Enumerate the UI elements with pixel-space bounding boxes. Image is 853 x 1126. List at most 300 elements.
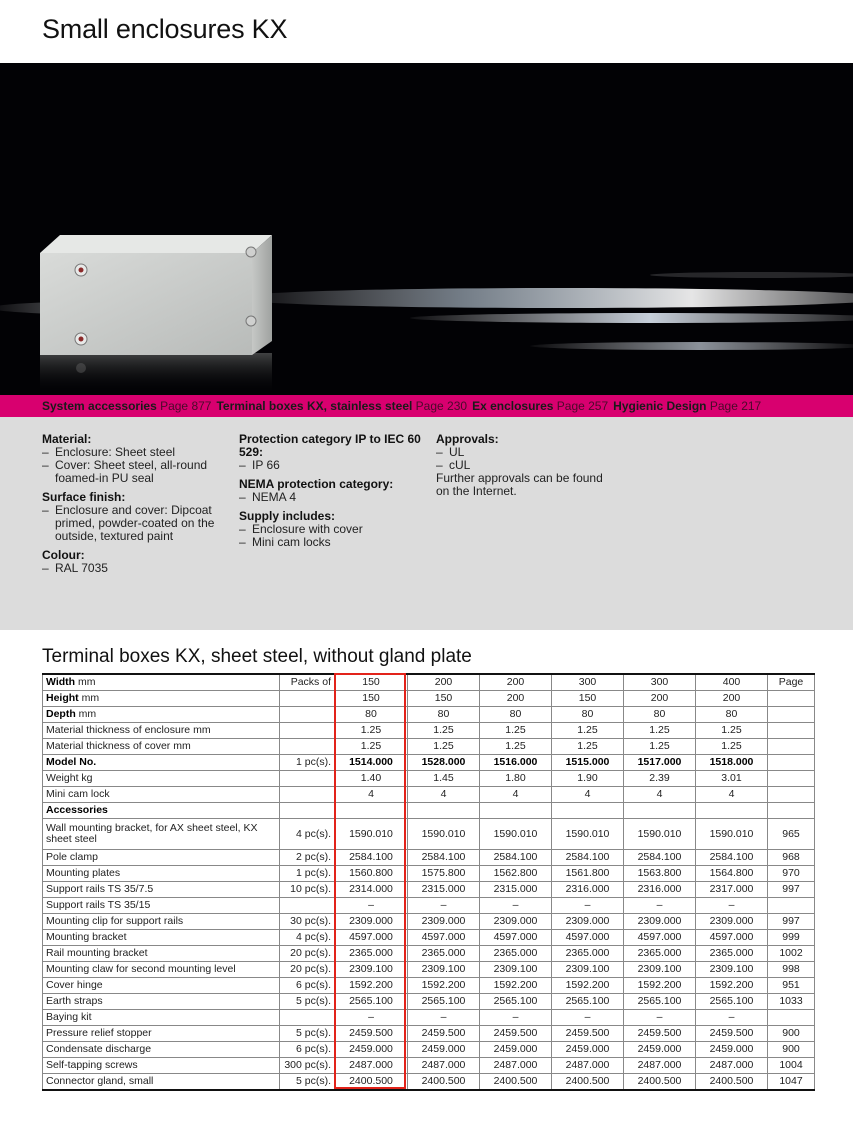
- page-cell: [768, 691, 815, 707]
- table-row: [43, 930, 815, 946]
- row-label-text: Material thickness of enclosure mm: [46, 724, 211, 736]
- packs-cell: 5 pc(s).: [280, 1026, 335, 1042]
- table-row: [43, 914, 815, 930]
- row-label: [43, 755, 280, 771]
- packs-cell: 4 pc(s).: [280, 930, 335, 946]
- value-cell: 2565.100: [480, 994, 552, 1010]
- approvals-heading: Approvals:: [436, 432, 499, 446]
- value-cell: 2459.000: [696, 1042, 768, 1058]
- table-title: Terminal boxes KX, sheet steel, without gland plate: [42, 646, 472, 667]
- value-cell: 3.01: [696, 771, 768, 787]
- value-cell: 2365.000: [408, 946, 480, 962]
- table-row: [43, 771, 815, 787]
- packs-cell: 20 pc(s).: [280, 962, 335, 978]
- row-label: [43, 1058, 280, 1074]
- value-cell: 80: [480, 707, 552, 723]
- row-label-text: Pressure relief stopper: [46, 1027, 152, 1039]
- table-row: [43, 1026, 815, 1042]
- cross-reference-label: Ex enclosures: [472, 399, 554, 413]
- approvals-list: [436, 446, 616, 472]
- value-cell: 2459.000: [408, 1042, 480, 1058]
- value-cell: 4: [408, 787, 480, 803]
- value-cell: 2400.500: [552, 1074, 624, 1091]
- row-label: [43, 914, 280, 930]
- row-label: [43, 898, 280, 914]
- value-cell: 4: [480, 787, 552, 803]
- cross-reference-label: Terminal boxes KX, stainless steel: [216, 399, 413, 413]
- row-label-text: Condensate discharge: [46, 1043, 152, 1055]
- value-cell: 150: [552, 691, 624, 707]
- value-cell: 1563.800: [624, 866, 696, 882]
- value-cell: 2459.500: [552, 1026, 624, 1042]
- page-cell: 1033: [768, 994, 815, 1010]
- value-cell: 200: [480, 691, 552, 707]
- cross-reference-link[interactable]: [42, 399, 211, 413]
- info-column-approvals: [436, 433, 616, 498]
- value-cell: [696, 803, 768, 819]
- value-cell: –: [552, 898, 624, 914]
- packs-cell: 30 pc(s).: [280, 914, 335, 930]
- value-cell: 2309.100: [696, 962, 768, 978]
- page-cell: 1047: [768, 1074, 815, 1091]
- value-cell: 150: [335, 674, 408, 691]
- value-cell: 2316.000: [624, 882, 696, 898]
- value-cell: 1590.010: [480, 819, 552, 850]
- value-cell: 2459.500: [624, 1026, 696, 1042]
- list-item: – IP 66: [239, 459, 429, 472]
- value-cell: 2487.000: [552, 1058, 624, 1074]
- page-cell: 999: [768, 930, 815, 946]
- value-cell: 2400.500: [696, 1074, 768, 1091]
- value-cell: 2487.000: [624, 1058, 696, 1074]
- value-cell: 4: [552, 787, 624, 803]
- cross-reference-link[interactable]: [472, 399, 608, 413]
- value-cell: 1560.800: [335, 866, 408, 882]
- list-item: – Cover: Sheet steel, all-round foamed-in PU seal: [42, 459, 227, 485]
- row-label-bold: Height: [46, 692, 79, 704]
- value-cell: 2565.100: [624, 994, 696, 1010]
- value-cell: 400: [696, 674, 768, 691]
- value-cell: 1561.800: [552, 866, 624, 882]
- value-cell: [335, 803, 408, 819]
- value-cell: 1.25: [480, 739, 552, 755]
- row-unit: mm: [75, 676, 96, 688]
- cross-reference-bar: [0, 395, 853, 417]
- supply-heading: Supply includes:: [239, 509, 336, 523]
- value-cell: 1562.800: [480, 866, 552, 882]
- value-cell: 2309.100: [552, 962, 624, 978]
- value-cell: 150: [335, 691, 408, 707]
- value-cell: –: [696, 1010, 768, 1026]
- row-label: [43, 803, 280, 819]
- value-cell: 80: [552, 707, 624, 723]
- value-cell: –: [480, 898, 552, 914]
- value-cell: 1.25: [335, 739, 408, 755]
- packs-cell: 6 pc(s).: [280, 1042, 335, 1058]
- value-cell: 2565.100: [552, 994, 624, 1010]
- page-cell: 968: [768, 850, 815, 866]
- row-label-text: Pole clamp: [46, 851, 98, 863]
- row-label: [43, 946, 280, 962]
- row-label-text: Cover hinge: [46, 979, 103, 991]
- row-label-bold: Model No.: [46, 756, 97, 768]
- cross-reference-link[interactable]: [216, 399, 467, 413]
- row-label: [43, 707, 280, 723]
- value-cell: 1.25: [624, 739, 696, 755]
- row-label: [43, 771, 280, 787]
- packs-cell: 2 pc(s).: [280, 850, 335, 866]
- row-unit: mm: [78, 692, 100, 704]
- row-label-text: Support rails TS 35/7.5: [46, 883, 154, 895]
- packs-cell: Packs of: [280, 674, 335, 691]
- page-cell: 965: [768, 819, 815, 850]
- value-cell: 2584.100: [552, 850, 624, 866]
- value-cell: 1515.000: [552, 755, 624, 771]
- value-cell: 2400.500: [480, 1074, 552, 1091]
- value-cell: 2309.100: [624, 962, 696, 978]
- value-cell: 1.45: [408, 771, 480, 787]
- row-unit: kg: [78, 772, 93, 784]
- row-label-text: Support rails TS 35/15: [46, 899, 151, 911]
- row-unit: mm: [75, 708, 97, 720]
- packs-cell: [280, 898, 335, 914]
- value-cell: –: [624, 1010, 696, 1026]
- value-cell: 80: [408, 707, 480, 723]
- colour-heading: Colour:: [42, 548, 85, 562]
- value-cell: 1.80: [480, 771, 552, 787]
- material-list: [42, 446, 227, 485]
- row-label-text: Baying kit: [46, 1011, 92, 1023]
- ip-list: [239, 459, 429, 472]
- value-cell: 1590.010: [552, 819, 624, 850]
- value-cell: 2584.100: [696, 850, 768, 866]
- row-label: [43, 723, 280, 739]
- row-label: [43, 866, 280, 882]
- row-label-text: Material thickness of cover mm: [46, 740, 191, 752]
- value-cell: 80: [335, 707, 408, 723]
- page-cell: 1002: [768, 946, 815, 962]
- surface-heading: Surface finish:: [42, 490, 126, 504]
- row-label-text: Mounting clip for support rails: [46, 915, 184, 927]
- table-row: [43, 674, 815, 691]
- page-title: Small enclosures KX: [42, 14, 288, 44]
- table-row: [43, 962, 815, 978]
- list-item: – RAL 7035: [42, 562, 227, 575]
- table-row: [43, 803, 815, 819]
- value-cell: 1592.200: [335, 978, 408, 994]
- packs-cell: [280, 739, 335, 755]
- row-label: [43, 819, 280, 850]
- value-cell: 2309.100: [408, 962, 480, 978]
- row-label-text: Mounting bracket: [46, 931, 127, 943]
- value-cell: 4: [696, 787, 768, 803]
- approvals-note: Further approvals can be found on the Internet.: [436, 471, 603, 498]
- value-cell: 80: [624, 707, 696, 723]
- value-cell: 1.25: [408, 723, 480, 739]
- value-cell: [624, 803, 696, 819]
- page-cell: [768, 787, 815, 803]
- value-cell: 2309.000: [335, 914, 408, 930]
- page-cell: [768, 1010, 815, 1026]
- value-cell: 1.25: [480, 723, 552, 739]
- page-cell: 1004: [768, 1058, 815, 1074]
- page-cell: 951: [768, 978, 815, 994]
- packs-cell: [280, 787, 335, 803]
- value-cell: 2309.100: [335, 962, 408, 978]
- table-row: [43, 819, 815, 850]
- value-cell: –: [408, 1010, 480, 1026]
- value-cell: 2365.000: [552, 946, 624, 962]
- value-cell: 4597.000: [408, 930, 480, 946]
- packs-cell: 300 pc(s).: [280, 1058, 335, 1074]
- row-label: [43, 850, 280, 866]
- spec-table: [42, 673, 815, 1091]
- packs-cell: 10 pc(s).: [280, 882, 335, 898]
- table-row: [43, 723, 815, 739]
- product-photo: [0, 63, 853, 395]
- value-cell: 2365.000: [624, 946, 696, 962]
- value-cell: [480, 803, 552, 819]
- packs-cell: [280, 1010, 335, 1026]
- value-cell: 2317.000: [696, 882, 768, 898]
- value-cell: 2316.000: [552, 882, 624, 898]
- list-item: – Enclosure: Sheet steel: [42, 446, 227, 459]
- page-cell: [768, 898, 815, 914]
- value-cell: 2365.000: [480, 946, 552, 962]
- nema-heading: NEMA protection category:: [239, 477, 394, 491]
- value-cell: 2459.500: [335, 1026, 408, 1042]
- nema-list: [239, 491, 429, 504]
- packs-cell: 20 pc(s).: [280, 946, 335, 962]
- packs-cell: [280, 691, 335, 707]
- value-cell: 1592.200: [480, 978, 552, 994]
- packs-cell: [280, 707, 335, 723]
- value-cell: 2400.500: [624, 1074, 696, 1091]
- surface-list: [42, 504, 227, 543]
- row-label: [43, 978, 280, 994]
- packs-cell: 6 pc(s).: [280, 978, 335, 994]
- cross-reference-link[interactable]: [613, 399, 761, 413]
- value-cell: 2584.100: [408, 850, 480, 866]
- page-cell: 900: [768, 1042, 815, 1058]
- table-row: [43, 1042, 815, 1058]
- table-row: [43, 898, 815, 914]
- value-cell: 2459.000: [624, 1042, 696, 1058]
- packs-cell: 5 pc(s).: [280, 1074, 335, 1091]
- row-label: [43, 1010, 280, 1026]
- table-row: [43, 946, 815, 962]
- list-item: – UL: [436, 446, 616, 459]
- value-cell: 200: [624, 691, 696, 707]
- value-cell: 1514.000: [335, 755, 408, 771]
- row-label: [43, 1042, 280, 1058]
- row-label-text: Mini cam lock: [46, 788, 110, 800]
- value-cell: 2309.000: [696, 914, 768, 930]
- page-cell: 970: [768, 866, 815, 882]
- list-item: – Enclosure with cover: [239, 523, 429, 536]
- row-label: [43, 994, 280, 1010]
- value-cell: –: [408, 898, 480, 914]
- row-label-text: Self-tapping screws: [46, 1059, 138, 1071]
- value-cell: –: [552, 1010, 624, 1026]
- value-cell: 2309.000: [480, 914, 552, 930]
- packs-cell: 1 pc(s).: [280, 866, 335, 882]
- value-cell: 1.90: [552, 771, 624, 787]
- value-cell: 2459.000: [480, 1042, 552, 1058]
- cross-reference-label: Hygienic Design: [613, 399, 707, 413]
- page-cell: [768, 803, 815, 819]
- page-cell: 997: [768, 882, 815, 898]
- row-label-bold: Depth: [46, 708, 76, 720]
- value-cell: –: [624, 898, 696, 914]
- list-item: – Mini cam locks: [239, 536, 429, 549]
- row-label: [43, 882, 280, 898]
- value-cell: 1575.800: [408, 866, 480, 882]
- table-row: [43, 978, 815, 994]
- table-row: [43, 1010, 815, 1026]
- value-cell: 2365.000: [335, 946, 408, 962]
- value-cell: 4597.000: [335, 930, 408, 946]
- value-cell: 300: [624, 674, 696, 691]
- value-cell: 2459.500: [408, 1026, 480, 1042]
- value-cell: 4597.000: [480, 930, 552, 946]
- colour-list: [42, 562, 227, 575]
- table-row: [43, 707, 815, 723]
- value-cell: 2309.000: [624, 914, 696, 930]
- value-cell: 1.25: [552, 723, 624, 739]
- list-item: – Enclosure and cover: Dipcoat primed, powder-coated on the outside, textured paint: [42, 504, 227, 543]
- value-cell: 4597.000: [552, 930, 624, 946]
- value-cell: 2309.000: [408, 914, 480, 930]
- table-row: [43, 787, 815, 803]
- row-label: [43, 930, 280, 946]
- value-cell: –: [335, 1010, 408, 1026]
- value-cell: 1516.000: [480, 755, 552, 771]
- table-row: [43, 739, 815, 755]
- value-cell: 2309.000: [552, 914, 624, 930]
- value-cell: 2459.500: [696, 1026, 768, 1042]
- value-cell: 300: [552, 674, 624, 691]
- value-cell: 2459.000: [335, 1042, 408, 1058]
- value-cell: 2487.000: [696, 1058, 768, 1074]
- value-cell: 200: [480, 674, 552, 691]
- page-cell: [768, 723, 815, 739]
- list-item: – NEMA 4: [239, 491, 429, 504]
- value-cell: 1592.200: [552, 978, 624, 994]
- value-cell: 1528.000: [408, 755, 480, 771]
- value-cell: 1592.200: [696, 978, 768, 994]
- value-cell: 1.25: [624, 723, 696, 739]
- value-cell: 2487.000: [335, 1058, 408, 1074]
- row-label: [43, 691, 280, 707]
- row-label-text: Connector gland, small: [46, 1075, 154, 1087]
- value-cell: 2565.100: [696, 994, 768, 1010]
- value-cell: 2459.500: [480, 1026, 552, 1042]
- value-cell: 1590.010: [696, 819, 768, 850]
- value-cell: 1.25: [696, 739, 768, 755]
- cross-reference-page: Page 217: [706, 399, 762, 413]
- ip-heading: Protection category IP to IEC 60 529:: [239, 432, 421, 459]
- value-cell: 4597.000: [624, 930, 696, 946]
- row-label: [43, 739, 280, 755]
- packs-cell: [280, 803, 335, 819]
- value-cell: 2400.500: [335, 1074, 408, 1091]
- packs-cell: 4 pc(s).: [280, 819, 335, 850]
- value-cell: 1.25: [335, 723, 408, 739]
- packs-cell: [280, 771, 335, 787]
- value-cell: –: [696, 898, 768, 914]
- row-label: [43, 962, 280, 978]
- value-cell: 2365.000: [696, 946, 768, 962]
- row-label: [43, 787, 280, 803]
- row-label-text: Weight: [46, 772, 79, 784]
- value-cell: 1590.010: [624, 819, 696, 850]
- value-cell: 1590.010: [408, 819, 480, 850]
- row-label-text: Mounting claw for second mounting level: [46, 963, 236, 975]
- info-column-protection: [239, 433, 429, 549]
- page-cell: [768, 739, 815, 755]
- material-heading: Material:: [42, 432, 92, 446]
- table-row: [43, 1058, 815, 1074]
- table-row: [43, 691, 815, 707]
- row-label: [43, 1026, 280, 1042]
- row-label-text: Rail mounting bracket: [46, 947, 148, 959]
- table-row: [43, 866, 815, 882]
- page-cell: 997: [768, 914, 815, 930]
- value-cell: 2487.000: [480, 1058, 552, 1074]
- value-cell: 80: [696, 707, 768, 723]
- page-cell: [768, 707, 815, 723]
- value-cell: [408, 803, 480, 819]
- value-cell: 200: [408, 674, 480, 691]
- page-cell: 900: [768, 1026, 815, 1042]
- value-cell: 2584.100: [624, 850, 696, 866]
- value-cell: 2315.000: [408, 882, 480, 898]
- info-panel: [0, 417, 853, 630]
- value-cell: 200: [696, 691, 768, 707]
- row-label-text: Earth straps: [46, 995, 103, 1007]
- value-cell: 1.25: [408, 739, 480, 755]
- value-cell: 1.25: [696, 723, 768, 739]
- page-cell: Page: [768, 674, 815, 691]
- value-cell: 2400.500: [408, 1074, 480, 1091]
- value-cell: –: [335, 898, 408, 914]
- value-cell: 1590.010: [335, 819, 408, 850]
- row-label: [43, 674, 280, 691]
- page-cell: 998: [768, 962, 815, 978]
- value-cell: 2314.000: [335, 882, 408, 898]
- cross-reference-label: System accessories: [42, 399, 157, 413]
- packs-cell: [280, 723, 335, 739]
- value-cell: 2.39: [624, 771, 696, 787]
- list-item: – cUL: [436, 459, 616, 472]
- page-cell: [768, 771, 815, 787]
- table-row: [43, 1074, 815, 1091]
- cross-reference-page: Page 877: [156, 399, 212, 413]
- value-cell: –: [480, 1010, 552, 1026]
- table-row: [43, 755, 815, 771]
- row-label-text: Mounting plates: [46, 867, 121, 879]
- value-cell: 2309.100: [480, 962, 552, 978]
- value-cell: 1592.200: [624, 978, 696, 994]
- value-cell: 1.40: [335, 771, 408, 787]
- page-cell: [768, 755, 815, 771]
- value-cell: 1.25: [552, 739, 624, 755]
- row-label: [43, 1074, 280, 1091]
- value-cell: 2565.100: [335, 994, 408, 1010]
- table-row: [43, 850, 815, 866]
- value-cell: 1592.200: [408, 978, 480, 994]
